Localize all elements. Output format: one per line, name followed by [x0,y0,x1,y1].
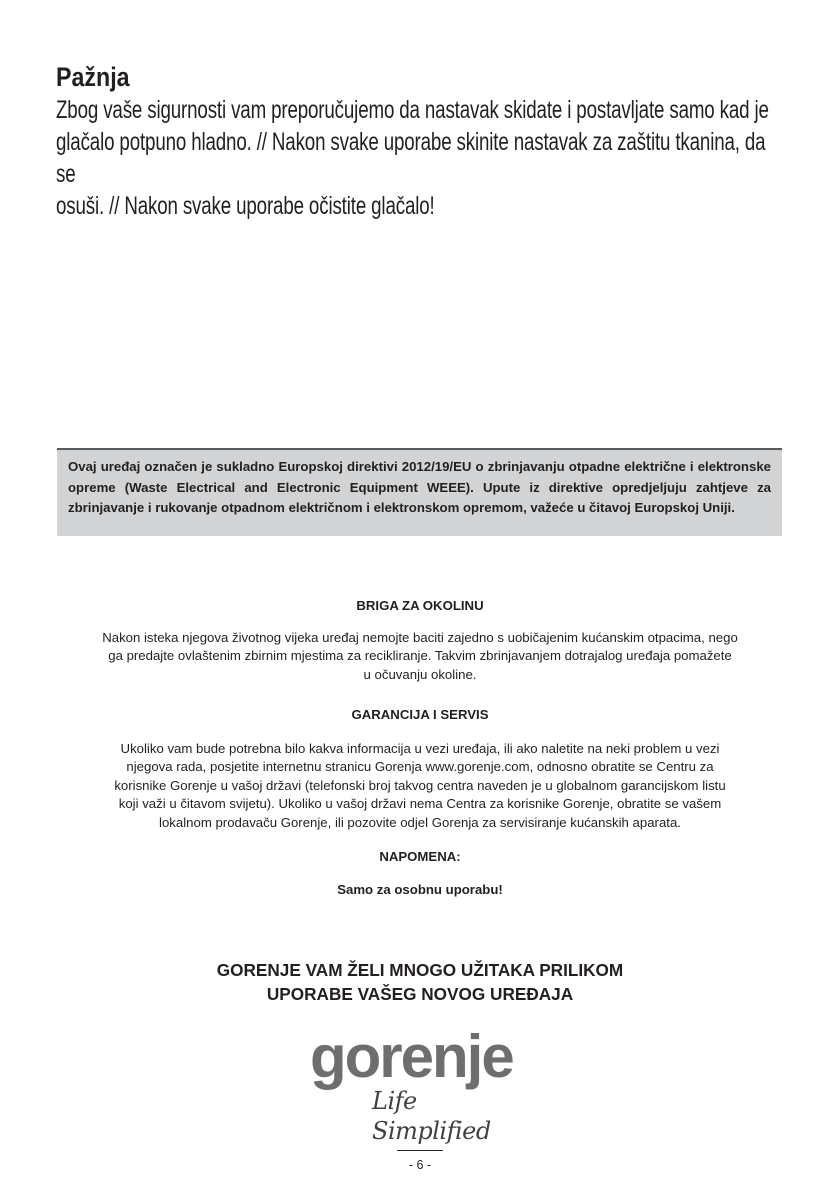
gorenje-logo [300,1022,540,1145]
warning-text [56,94,786,222]
warranty-line: lokalnom prodavaču Gorenje, ili pozovite odjel Gorenja za servisiranje kućanskih aparata. [159,814,681,830]
warning-section [56,60,786,222]
warranty-line: koji važi u čitavom svijetu). Ukoliko u vašoj državi nema Centra za korisnike Gorenje, obratite se vašem [118,796,722,811]
environment-line: u očuvanju okoline. [363,666,477,682]
warning-line: osuši. // Nakon svake uporabe očistite glačalo! [56,192,435,220]
note-text: Samo za osobnu uporabu! [337,881,503,897]
environment-heading: BRIGA ZA OKOLINU [356,598,484,613]
warning-line: Zbog vaše sigurnosti vam preporučujemo da nastavak skidate i postavljate samo kad je [56,96,769,124]
environment-line: ga predajte ovlaštenim zbirnim mjestima za recikliranje. Takvim zbrinjavanjem dotrajalog uređaja pomažete [108,648,732,663]
page-number: - 6 - [408,1158,432,1172]
note-heading: NAPOMENA: [379,849,461,864]
warranty-line: njegova rada, posjetite internetnu stranicu Gorenja www.gorenje.com, odnosno obratite se Centru za [126,759,714,774]
logo-wordmark: gorenje [310,1023,513,1090]
warranty-line: Ukoliko vam bude potrebna bilo kakva informacija u vezi uređaja, ili ako naletite na neki problem u vezi [120,740,720,756]
weee-notice-box: Ovaj uređaj označen je sukladno Europskoj direktivi 2012/19/EU o zbrinjavanju otpadne električne i elektronske opreme (Waste Electrical and Electronic Equipment WEEE). Upute iz direktive opredjeljuju zahtjeve za zbrinjavanje i rukovanje otpadnom električnom i elektronskom opremom, važeće u čitavoj Europskoj Uniji. [57,448,782,536]
note-section [60,848,780,899]
logo-tagline: Life Simplified [372,1087,491,1145]
warranty-line: korisnike Gorenje u vašoj državi (telefonski broj takvog centra naveden je u globalnom garancijskom listu [114,777,726,793]
closing-message [120,958,720,1006]
warranty-heading: GARANCIJA I SERVIS [351,707,489,722]
closing-line: GORENJE VAM ŽELI MNOGO UŽITAKA PRILIKOM [216,960,624,980]
warning-line: glačalo potpuno hladno. // Nakon svake uporabe skinite nastavak za zaštitu tkanina, da se [56,128,766,188]
closing-line: UPORABE VAŠEG NOVOG UREĐAJA [266,984,574,1004]
warranty-section [60,706,780,832]
environment-section [60,597,780,684]
page-number-rule [397,1150,443,1151]
environment-line: Nakon isteka njegova životnog vijeka uređaj nemojte baciti zajedno s uobičajenim kućanskim otpacima, nego [102,629,738,645]
warning-title: Pažnja [56,62,130,92]
